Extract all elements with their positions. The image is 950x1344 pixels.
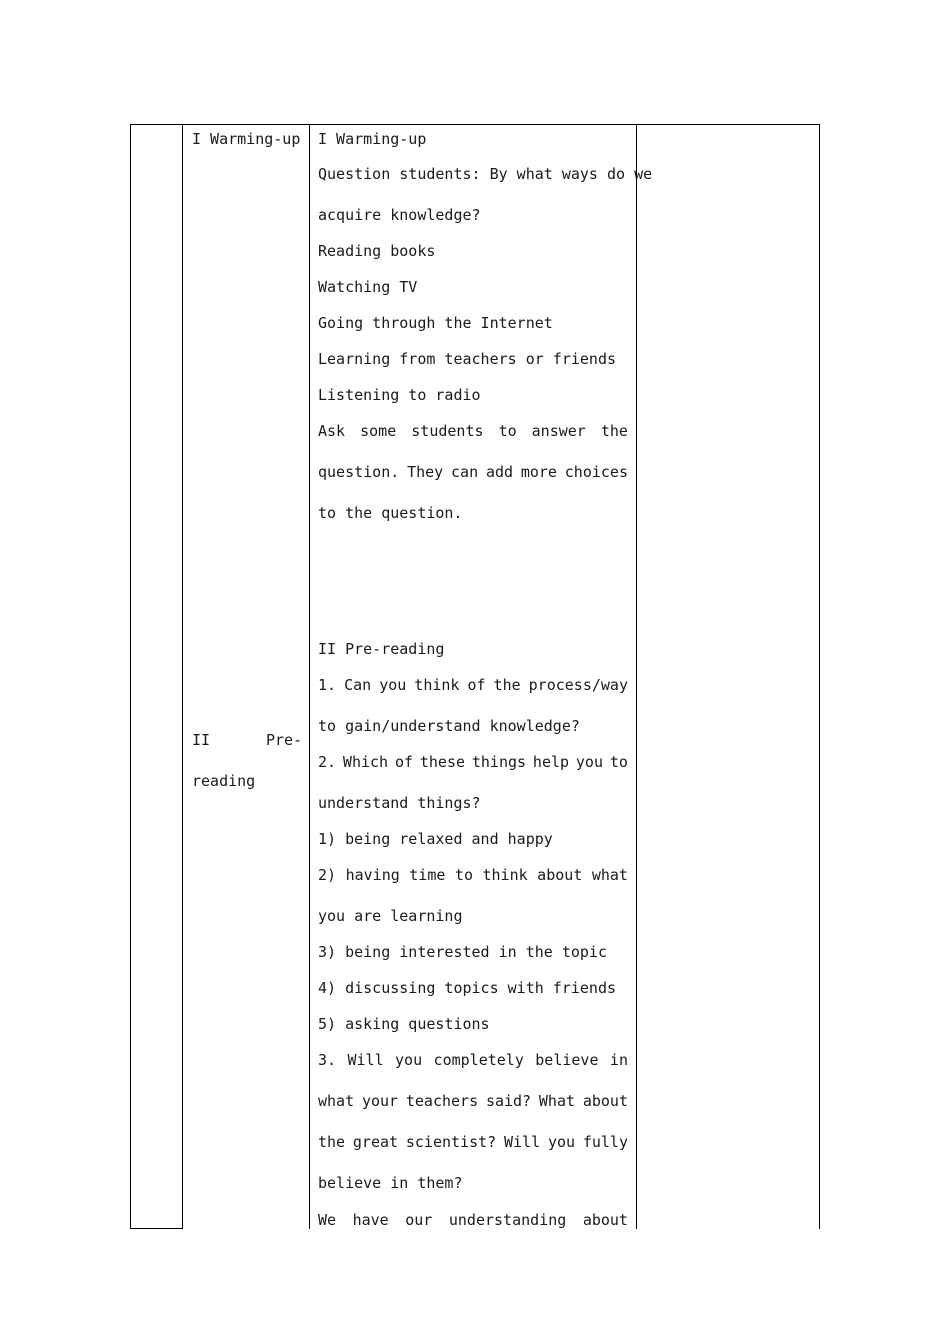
stage-prereading-right: Pre- bbox=[266, 731, 303, 749]
word: fully bbox=[582, 1133, 628, 1151]
word: completely bbox=[433, 1051, 524, 1069]
word: your bbox=[361, 1092, 399, 1110]
word: some bbox=[360, 422, 397, 440]
word: think bbox=[414, 676, 460, 694]
word: the bbox=[600, 422, 628, 440]
col2-right-border bbox=[309, 124, 310, 1229]
word: you bbox=[575, 753, 603, 771]
word: understanding bbox=[448, 1211, 567, 1229]
word: about bbox=[582, 1092, 628, 1110]
ask-line-3: to the question. bbox=[318, 504, 463, 522]
word: process/way bbox=[528, 676, 628, 694]
word: what bbox=[318, 1092, 355, 1110]
word: our bbox=[405, 1211, 433, 1229]
q3-line-4: believe in them? bbox=[318, 1174, 463, 1192]
word: these bbox=[419, 753, 466, 771]
word: 2) bbox=[318, 866, 337, 884]
word: question. bbox=[318, 463, 400, 481]
stage-prereading-left: II bbox=[192, 731, 211, 749]
word: you bbox=[379, 676, 407, 694]
word: scientist? bbox=[405, 1133, 497, 1151]
option-2-line-2: you are learning bbox=[318, 907, 463, 925]
stage-prereading-cont: reading bbox=[192, 772, 256, 790]
word: said? bbox=[485, 1092, 532, 1110]
col4-right-border bbox=[819, 124, 820, 1229]
word: of bbox=[467, 676, 486, 694]
word: to bbox=[454, 866, 473, 884]
question-line-2: acquire knowledge? bbox=[318, 206, 481, 224]
option-1: 1) being relaxed and happy bbox=[318, 830, 553, 848]
word: Will bbox=[504, 1133, 541, 1151]
word: add bbox=[485, 463, 514, 481]
way-item: Watching TV bbox=[318, 278, 418, 296]
last-line bbox=[318, 1210, 628, 1230]
word: time bbox=[409, 866, 446, 884]
word: 2. bbox=[318, 753, 337, 771]
col3-right-border bbox=[636, 124, 637, 1229]
option-5: 5) asking questions bbox=[318, 1015, 490, 1033]
word: about bbox=[582, 1211, 628, 1229]
word: Can bbox=[344, 676, 372, 694]
word: They bbox=[407, 463, 444, 481]
word: 3. bbox=[318, 1051, 337, 1069]
way-item: Going through the Internet bbox=[318, 314, 553, 332]
warmup-heading: I Warming-up bbox=[318, 130, 427, 148]
way-item: Reading books bbox=[318, 242, 436, 260]
word: teachers bbox=[405, 1092, 479, 1110]
ask-line-2 bbox=[318, 462, 628, 482]
question-line-1: Question students: By what ways do we bbox=[318, 165, 653, 183]
word: more bbox=[520, 463, 557, 481]
word: Ask bbox=[318, 422, 346, 440]
word: having bbox=[345, 866, 400, 884]
word: about bbox=[537, 866, 583, 884]
word: What bbox=[538, 1092, 576, 1110]
word: Which bbox=[342, 753, 389, 771]
word: 1. bbox=[318, 676, 337, 694]
q3-line-3 bbox=[318, 1132, 628, 1152]
word: have bbox=[352, 1211, 389, 1229]
word: believe bbox=[535, 1051, 599, 1069]
word: answer bbox=[531, 422, 586, 440]
word: the bbox=[493, 676, 521, 694]
word: choices bbox=[564, 463, 628, 481]
word: We bbox=[318, 1211, 337, 1229]
q3-line-2 bbox=[318, 1091, 628, 1111]
col1-right-border bbox=[182, 124, 183, 1229]
word: in bbox=[609, 1051, 628, 1069]
way-item: Listening to radio bbox=[318, 386, 481, 404]
word: Will bbox=[347, 1051, 384, 1069]
option-3: 3) being interested in the topic bbox=[318, 943, 607, 961]
word: you bbox=[547, 1133, 576, 1151]
word: students bbox=[411, 422, 484, 440]
table-top-border bbox=[130, 124, 820, 125]
word: can bbox=[451, 463, 479, 481]
word: great bbox=[352, 1133, 399, 1151]
word: the bbox=[318, 1133, 346, 1151]
word: think bbox=[482, 866, 528, 884]
word: you bbox=[395, 1051, 423, 1069]
word: help bbox=[532, 753, 570, 771]
word: what bbox=[591, 866, 628, 884]
word: of bbox=[394, 753, 413, 771]
option-4: 4) discussing topics with friends bbox=[318, 979, 617, 997]
q1-line-1 bbox=[318, 675, 628, 695]
q2-line-1 bbox=[318, 752, 628, 772]
way-item: Learning from teachers or friends bbox=[318, 350, 617, 368]
q3-line-1 bbox=[318, 1050, 628, 1070]
q1-line-2: to gain/understand knowledge? bbox=[318, 717, 580, 735]
ask-line-1 bbox=[318, 421, 628, 441]
prereading-heading: II Pre-reading bbox=[318, 640, 445, 658]
stage-warmup: I Warming-up bbox=[192, 130, 301, 148]
q2-line-2: understand things? bbox=[318, 794, 481, 812]
word: to bbox=[609, 753, 628, 771]
word: to bbox=[498, 422, 517, 440]
col1-left-border bbox=[130, 124, 131, 1229]
col1-bottom-border bbox=[130, 1228, 183, 1229]
word: things bbox=[471, 753, 527, 771]
option-2-line-1 bbox=[318, 865, 628, 885]
